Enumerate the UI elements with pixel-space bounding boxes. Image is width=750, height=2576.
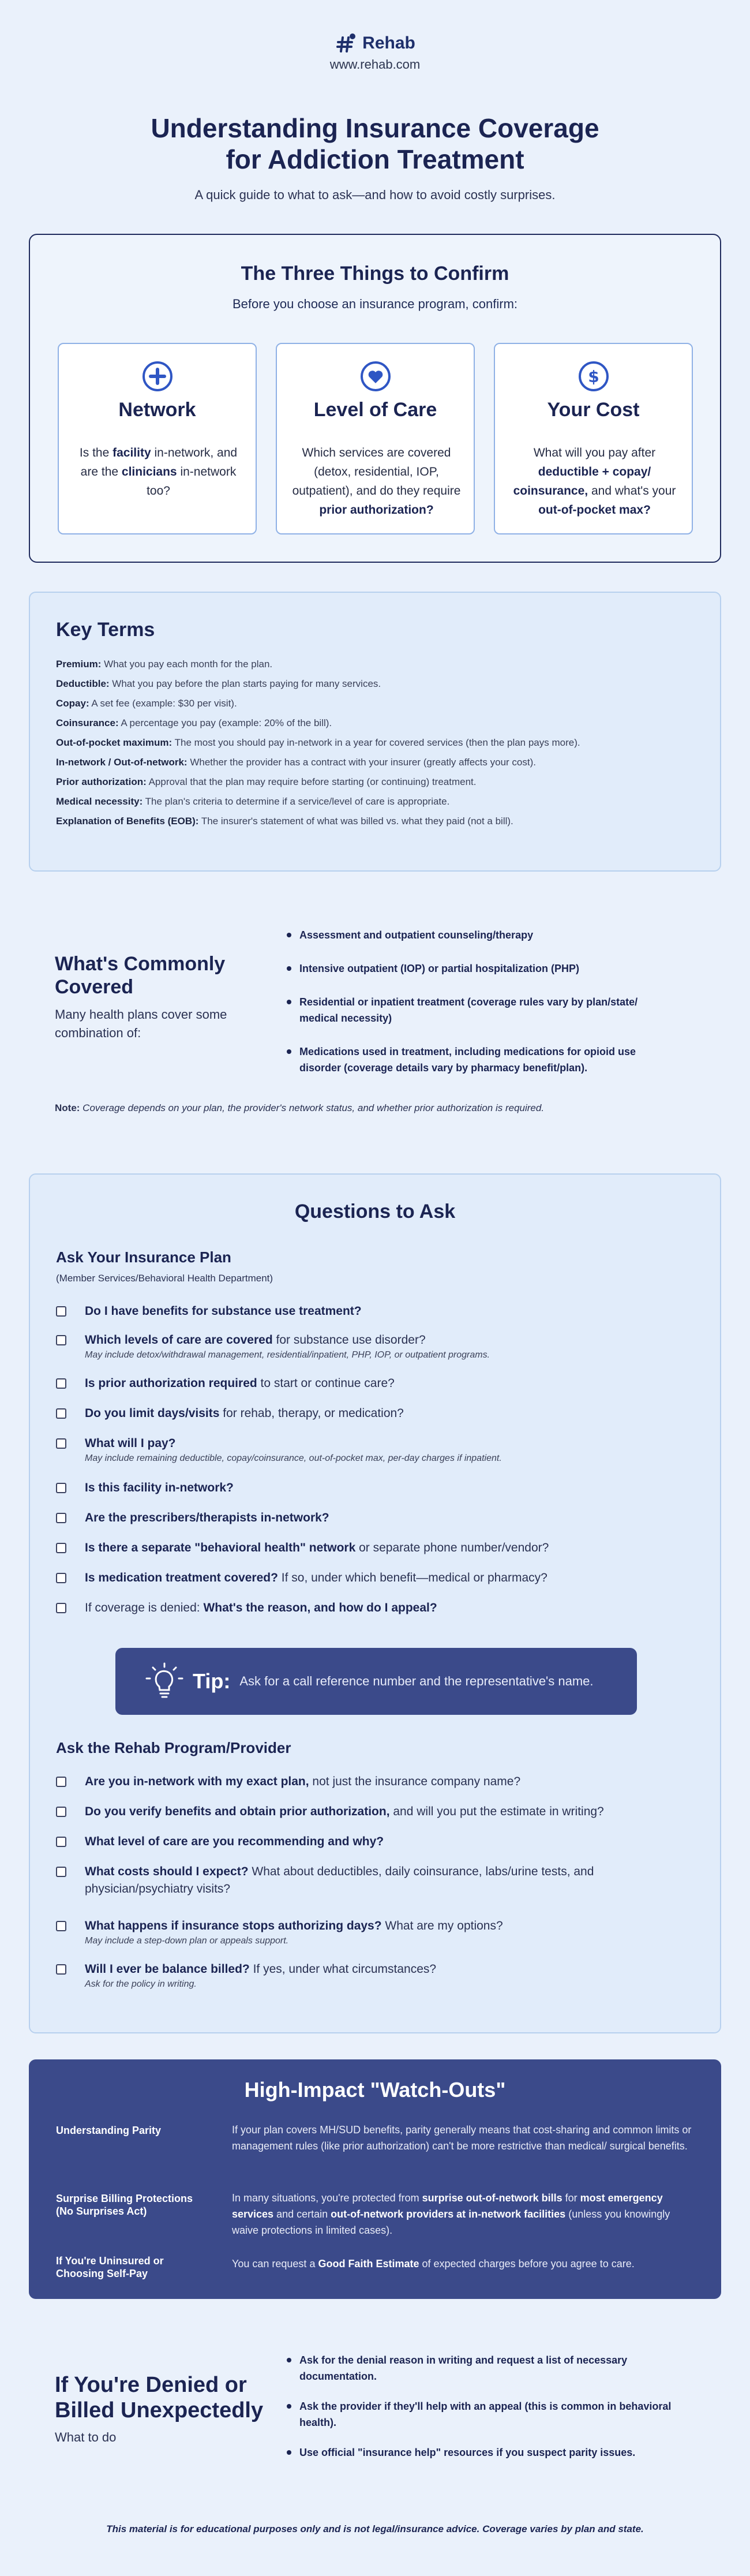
logo-text: Rehab <box>362 33 415 53</box>
term-item: Prior authorization: Approval that the plan may require before starting (or continuing) treatment. <box>56 776 477 787</box>
hash-star-icon <box>335 32 358 55</box>
question-item[interactable]: Do you limit days/visits for rehab, therapy, or medication? <box>56 1405 691 1422</box>
term-item: Coinsurance: A percentage you pay (example: 20% of the bill). <box>56 717 332 728</box>
denied-lead: What to do <box>55 2430 117 2444</box>
question-item[interactable]: Will I ever be balance billed? If yes, under what circumstances? Ask for the policy in writing. <box>56 1961 691 1991</box>
page-subtitle: A quick guide to what to ask—and how to avoid costly surprises. <box>194 188 556 202</box>
commonly-covered-lead: Many health plans cover some combination of: <box>55 1007 227 1040</box>
list-item: Assessment and outpatient counseling/therapy <box>286 927 666 943</box>
card-title: Your Cost <box>547 399 640 421</box>
question-item[interactable]: Are you in-network with my exact plan, not just the insurance company name? <box>56 1773 691 1790</box>
ask-plan-subtitle: (Member Services/Behavioral Health Department) <box>56 1273 273 1284</box>
title-line-2: for Addiction Treatment <box>226 144 524 174</box>
commonly-covered-list <box>286 927 666 1076</box>
watch-label: If You're Uninsured or Choosing Self-Pay <box>56 2255 164 2279</box>
commonly-covered-title: What's Commonly Covered <box>55 953 226 998</box>
watch-label: Understanding Parity <box>56 2125 162 2136</box>
list-item: Residential or inpatient treatment (coverage rules vary by plan/state/ medical necessity) <box>286 994 666 1026</box>
question-item[interactable]: Which levels of care are covered for substance use disorder? May include detox/withdrawal management, residential/inpatient, PHP, IOP, or outpatient programs. <box>56 1332 691 1362</box>
checkbox[interactable] <box>56 1483 66 1493</box>
checkbox[interactable] <box>56 1921 66 1931</box>
watch-label: Surprise Billing Protections (No Surprises Act) <box>56 2193 193 2217</box>
watch-outs-section <box>29 2059 721 2299</box>
key-terms-title: Key Terms <box>56 619 155 641</box>
question-item[interactable]: Is this facility in-network? <box>56 1479 691 1497</box>
dollar-circle-icon <box>578 360 610 392</box>
checkbox[interactable] <box>56 1867 66 1877</box>
question-item[interactable]: What level of care are you recommending and why? <box>56 1833 691 1850</box>
checkbox[interactable] <box>56 1513 66 1523</box>
checkbox[interactable] <box>56 1378 66 1389</box>
term-item: Explanation of Benefits (EOB): The insurer's statement of what was billed vs. what they paid (not a bill). <box>56 816 513 827</box>
question-item[interactable]: Is medication treatment covered? If so, under which benefit—medical or pharmacy? <box>56 1569 691 1587</box>
term-item: Deductible: What you pay before the plan starts paying for many services. <box>56 678 381 689</box>
plus-circle-icon <box>141 360 174 392</box>
key-terms-section <box>29 592 721 872</box>
checkbox[interactable] <box>56 1603 66 1613</box>
denied-title: If You're Denied or Billed Unexpectedly <box>55 2373 264 2422</box>
question-item[interactable]: What happens if insurance stops authorizing days? What are my options? May include a step-down plan or appeals support. <box>56 1917 691 1947</box>
term-item: Premium: What you pay each month for the plan. <box>56 659 273 670</box>
tip-text: Ask for a call reference number and the representative's name. <box>239 1674 594 1688</box>
watch-outs-title: High-Impact "Watch-Outs" <box>244 2078 506 2102</box>
disclaimer: This material is for educational purposes only and is not legal/insurance advice. Coverage varies by plan and state. <box>106 2523 644 2534</box>
question-item[interactable]: Is prior authorization required to start or continue care? <box>56 1375 691 1392</box>
list-item: Ask the provider if they'll help with an appeal (this is common in behavioral health). <box>286 2398 701 2431</box>
list-item: Ask for the denial reason in writing and request a list of necessary documentation. <box>286 2352 701 2384</box>
card-title: Level of Care <box>313 399 437 421</box>
tip-banner <box>115 1648 637 1715</box>
three-things-lead: Before you choose an insurance program, confirm: <box>232 297 518 311</box>
card-text: Which services are covered (detox, residential, IOP, outpatient), and do they require prior authorization? <box>292 446 461 517</box>
watch-text: You can request a Good Faith Estimate of expected charges before you agree to care. <box>232 2258 635 2270</box>
question-item[interactable]: What will I pay? May include remaining deductible, copay/coinsurance, out-of-pocket max, per-day charges if inpatient. <box>56 1435 691 1465</box>
term-item: Copay: A set fee (example: $30 per visit). <box>56 698 237 709</box>
logo[interactable] <box>0 32 750 55</box>
heart-circle-icon <box>359 360 392 392</box>
denied-heading <box>55 2372 297 2445</box>
watch-text: In many situations, you're protected from surprise out-of-network bills for most emergency services and certain out-of-network providers at in-network facilities (unless you knowingly waive protections in limited cases). <box>232 2192 670 2236</box>
card-level-of-care <box>276 343 475 534</box>
checkbox[interactable] <box>56 1837 66 1847</box>
title-line-1: Understanding Insurance Coverage <box>151 113 599 143</box>
header <box>0 32 750 72</box>
checkbox[interactable] <box>56 1964 66 1975</box>
list-item: Medications used in treatment, including medications for opioid use disorder (coverage details vary by pharmacy benefit/plan). <box>286 1044 666 1076</box>
term-item: Medical necessity: The plan's criteria to determine if a service/level of care is appropriate. <box>56 796 450 807</box>
card-network <box>58 343 257 534</box>
card-text: Is the facility in-network, and are the clinicians in-network too? <box>79 446 238 498</box>
checkbox[interactable] <box>56 1306 66 1317</box>
card-your-cost <box>494 343 693 534</box>
page-title <box>0 113 750 175</box>
checkbox[interactable] <box>56 1543 66 1553</box>
coverage-note: Note: Coverage depends on your plan, the provider's network status, and whether prior authorization is required. <box>55 1102 545 1113</box>
denied-list <box>286 2352 701 2461</box>
key-terms-list <box>56 659 580 836</box>
checkbox[interactable] <box>56 1777 66 1787</box>
questions-section <box>29 1173 721 2033</box>
term-item: In-network / Out-of-network: Whether the provider has a contract with your insurer (greatly affects your cost). <box>56 757 536 768</box>
list-item: Use official "insurance help" resources if you suspect parity issues. <box>286 2444 701 2461</box>
question-item[interactable]: Do I have benefits for substance use treatment? <box>56 1303 691 1320</box>
questions-title: Questions to Ask <box>294 1201 456 1222</box>
card-text: What will you pay after deductible + copay/ coinsurance, and what's your out-of-pocket max? <box>513 446 676 517</box>
three-things-section <box>29 234 721 563</box>
question-item[interactable]: What costs should I expect? What about deductibles, daily coinsurance, labs/urine tests, and physician/psychiatry visits? <box>56 1863 662 1898</box>
term-item: Out-of-pocket maximum: The most you should pay in-network in a year for covered services (then the plan pays more). <box>56 737 580 748</box>
ask-plan-title: Ask Your Insurance Plan <box>56 1248 231 1266</box>
commonly-covered-heading <box>55 952 262 1042</box>
question-item[interactable]: If coverage is denied: What's the reason, and how do I appeal? <box>56 1599 691 1617</box>
checkbox[interactable] <box>56 1408 66 1419</box>
checkbox[interactable] <box>56 1438 66 1449</box>
checkbox[interactable] <box>56 1573 66 1583</box>
list-item: Intensive outpatient (IOP) or partial hospitalization (PHP) <box>286 960 666 977</box>
question-item[interactable]: Are the prescribers/therapists in-network? <box>56 1509 691 1527</box>
tip-label: Tip: <box>193 1669 231 1693</box>
svg-text:$: $ <box>587 367 599 386</box>
card-title: Network <box>118 399 196 421</box>
checkbox[interactable] <box>56 1807 66 1817</box>
checkbox[interactable] <box>56 1335 66 1345</box>
ask-provider-title: Ask the Rehab Program/Provider <box>56 1739 291 1756</box>
site-url[interactable]: www.rehab.com <box>329 57 421 72</box>
lightbulb-icon <box>144 1661 185 1702</box>
question-item[interactable]: Do you verify benefits and obtain prior authorization, and will you put the estimate in writing? <box>56 1803 691 1820</box>
watch-text: If your plan covers MH/SUD benefits, parity generally means that cost-sharing and common limits or management rules (like prior authorization) can't be more restrictive than medical/ surgical benefits. <box>232 2124 692 2152</box>
three-things-title: The Three Things to Confirm <box>241 263 509 285</box>
question-item[interactable]: Is there a separate "behavioral health" network or separate phone number/vendor? <box>56 1539 691 1557</box>
